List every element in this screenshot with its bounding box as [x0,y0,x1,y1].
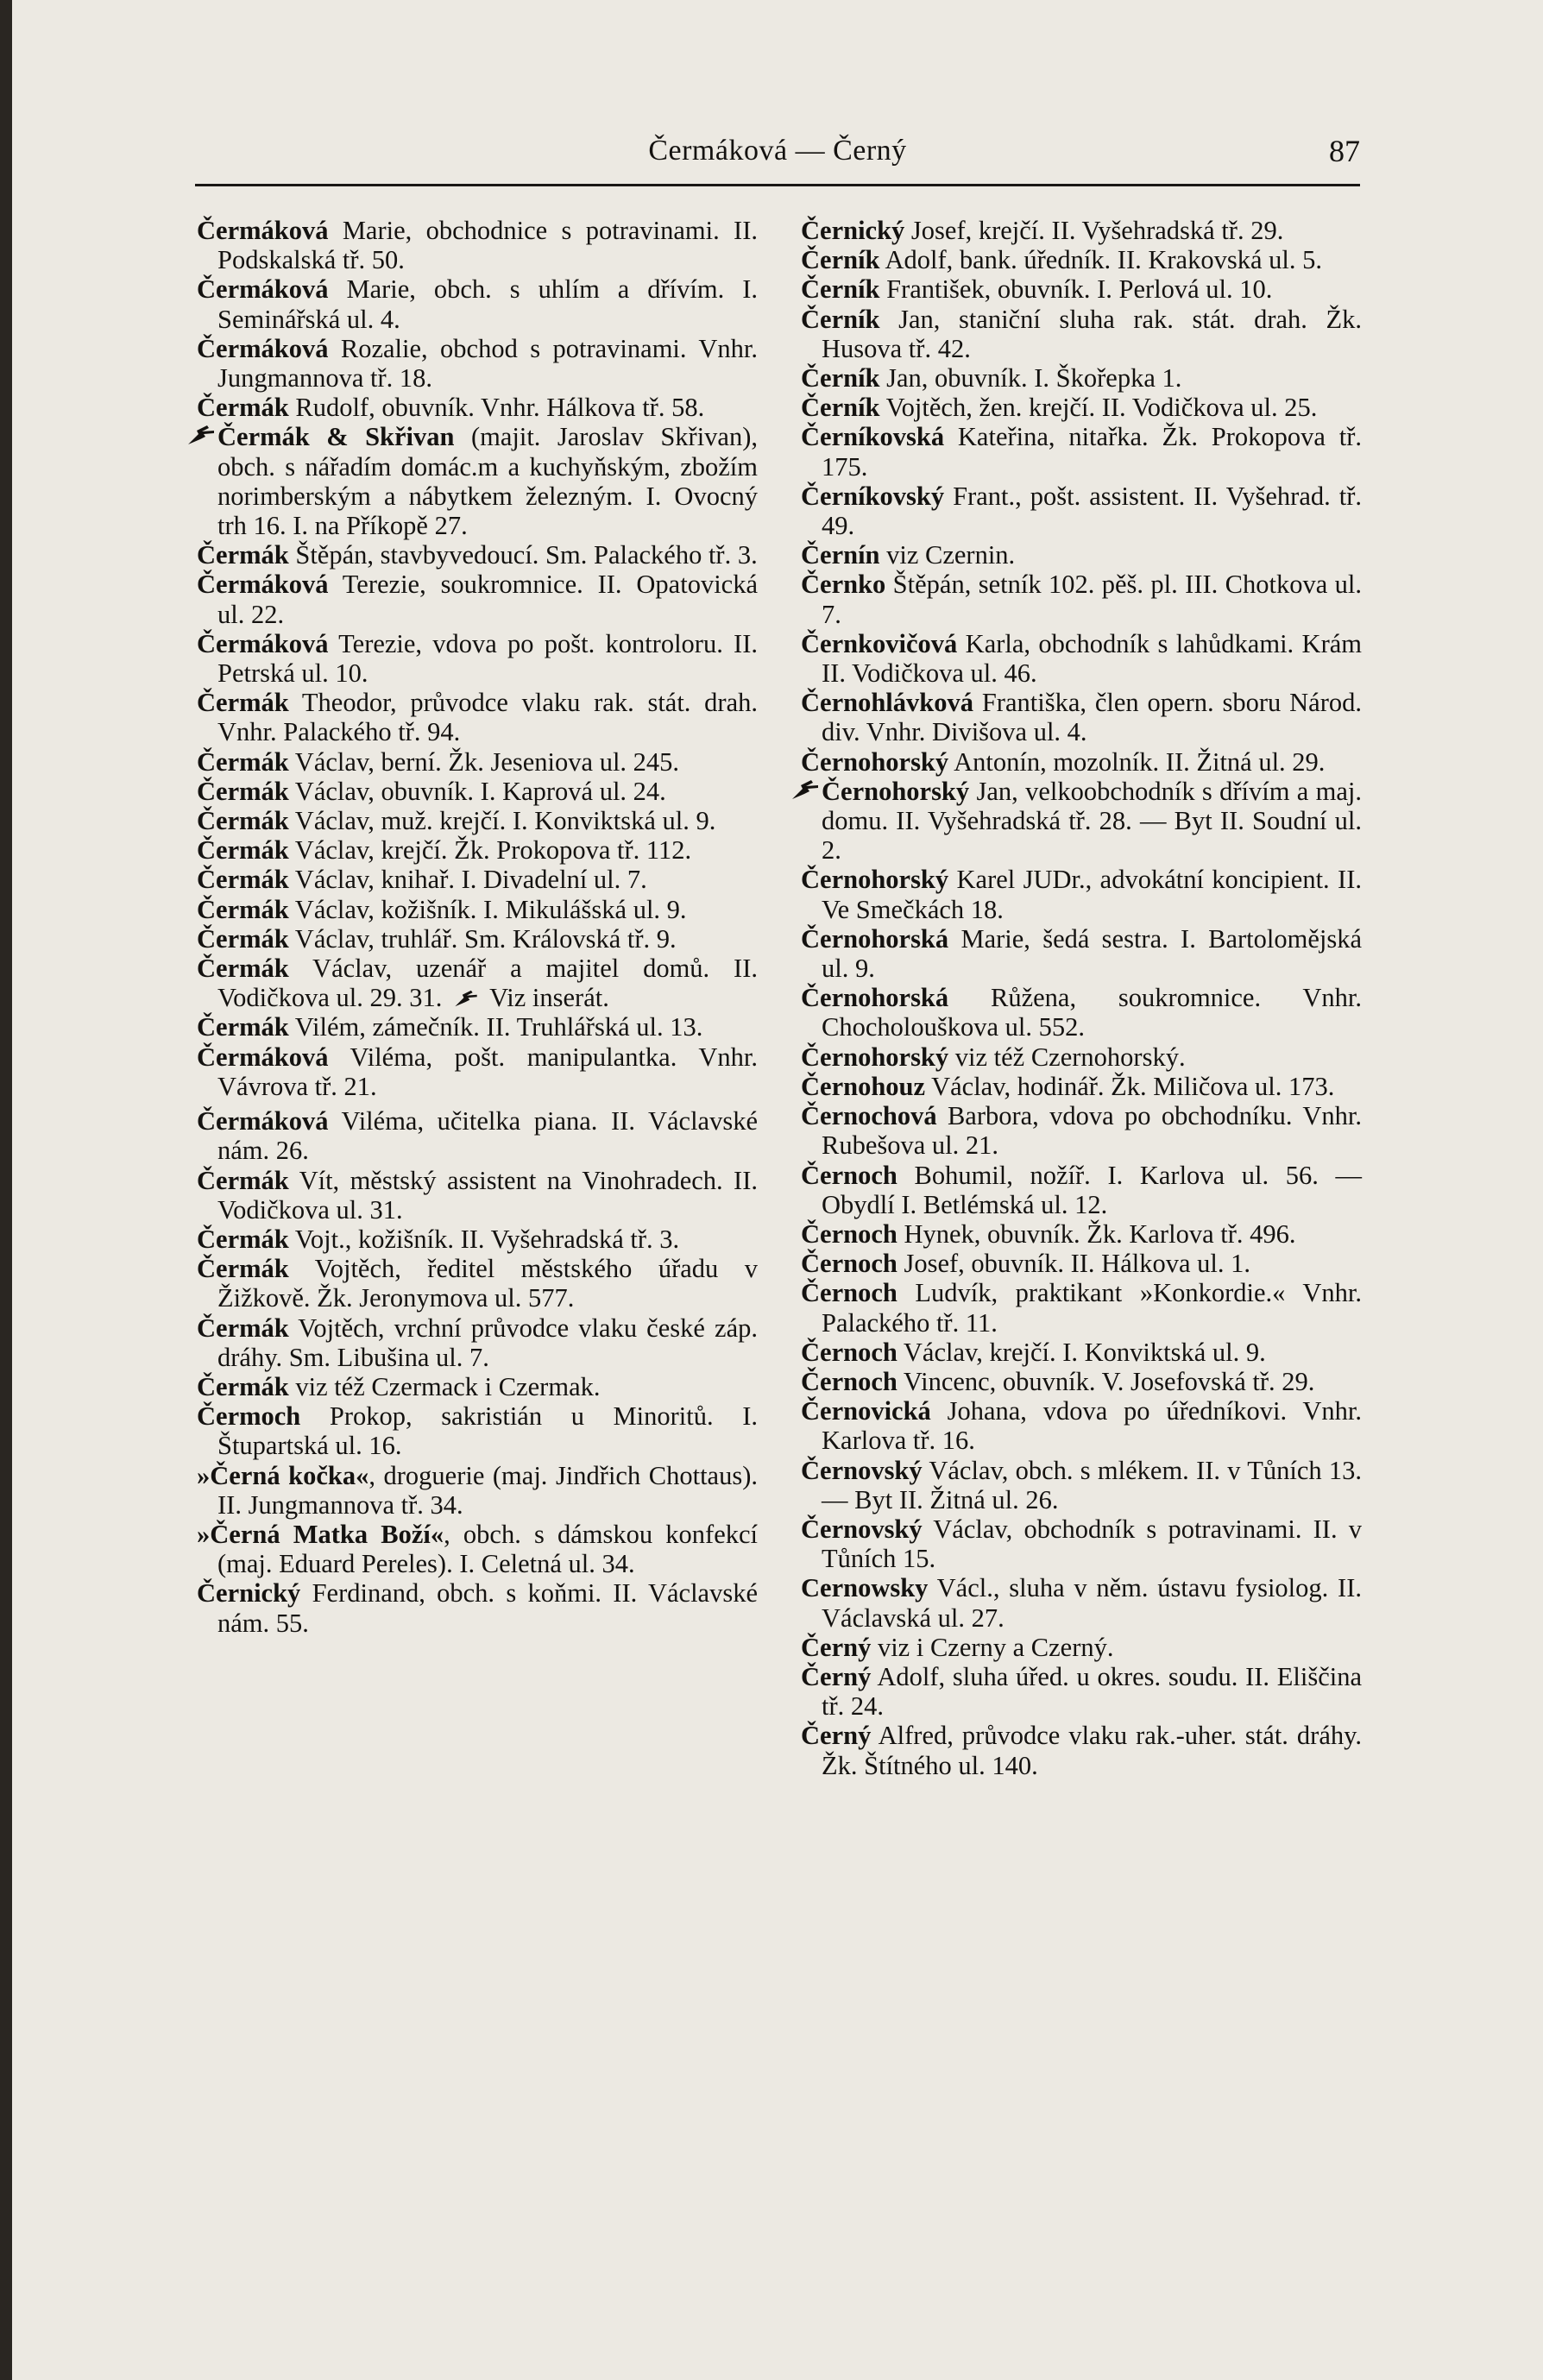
entry-details: Rudolf, obuvník. Vnhr. Hálkova tř. 58. [288,393,705,423]
entry-name: Černíkovský [801,481,945,511]
entry-name: Černíkovská [801,422,945,452]
directory-entry [197,1012,758,1042]
directory-entry [197,895,758,924]
entry-name: Černohlávková [801,688,973,718]
entry-name: Černický [197,1578,301,1609]
entry-name: »Černá kočka« [197,1460,369,1490]
directory-entry [801,1278,1362,1337]
entry-name: Čermák [197,954,289,984]
directory-entry [801,865,1362,923]
directory-entry [197,216,758,274]
directory-entry [801,363,1362,393]
directory-entry [801,570,1362,628]
directory-entry [801,1042,1362,1072]
entry-name: Černík [801,363,880,394]
entry-name: Černovická [801,1396,931,1426]
entry-details: Růžena, soukromnice. Vnhr. Chocholouškova ul. 552. [822,983,1362,1042]
entry-name: Čermáková [197,333,329,363]
directory-entry [197,393,758,422]
entry-details: viz též Czermack i Czermak. [288,1371,601,1401]
entry-details: Bohumil, nožíř. I. Karlova ul. 56. — Obydlí I. Betlémská ul. 12. [822,1160,1362,1219]
entry-name: Čermák [197,923,289,954]
directory-entry [197,806,758,835]
directory-entry [801,1456,1362,1514]
entry-name: Černohorská [801,923,949,954]
entry-details: Ludvík, praktikant »Konkordie.« Vnhr. Palackého tř. 11. [822,1278,1362,1338]
entry-name: Černý [801,1632,872,1662]
entry-name: Černohorský [801,865,949,895]
entry-name: Černík [801,274,880,305]
directory-entry [197,629,758,688]
directory-entry [801,393,1362,422]
entry-name: Čermák [197,1254,289,1284]
entry-details: Josef, krejčí. II. Vyšehradská tř. 29. [904,216,1284,245]
entry-details: Václav, obuvník. I. Kaprová ul. 24. [288,776,666,806]
directory-entry [197,334,758,393]
directory-entry [801,1633,1362,1662]
directory-entry [197,924,758,954]
directory-entry [197,1313,758,1372]
entry-name: Černík [801,393,880,423]
directory-entry [197,1520,758,1578]
entry-name: Černoch [801,1249,897,1279]
entry-details: Theodor, průvodce vlaku rak. stát. drah. Vnhr. Palackého tř. 94. [217,688,758,747]
entry-name: Čermák [197,776,289,806]
directory-entry [197,1401,758,1460]
entry-details: (majit. Jaroslav Skřivan), obch. s nářadím domác.m a kuchyňským, zbožím norimberským a nábytkem železným. I. Ovocný trh 16. I. na Příkopě 27. [217,422,758,541]
directory-entry [801,924,1362,983]
entry-details: Vojt., kožišník. II. Vyšehradská tř. 3. [288,1224,680,1254]
left-column [197,216,758,1638]
header-rule [195,184,1360,186]
entry-details: , droguerie (maj. Jindřich Chottaus). II. Jungmannova tř. 34. [217,1460,758,1520]
entry-name: Čermoch [197,1401,301,1432]
directory-entry [801,1514,1362,1573]
entry-name: Černovský [801,1455,923,1485]
entry-name: Čermák [197,806,289,836]
entry-details: Václ., sluha v něm. ústavu fysiolog. II. Václavská ul. 27. [822,1573,1362,1633]
entry-details: viz i Czerny a Czerný. [871,1632,1114,1662]
entry-details: Frant., pošt. assistent. II. Vyšehrad. tř. 49. [822,481,1362,541]
entry-name: Čermák [197,1012,289,1042]
entry-details: Rozalie, obchod s potravinami. Vnhr. Jungmannova tř. 18. [217,333,758,394]
entry-details: Václav, kožišník. I. Mikulášská ul. 9. [288,894,687,924]
entry-name: Černoch [801,1218,897,1249]
directory-entry [197,835,758,865]
directory-entry [801,1721,1362,1779]
entry-name: Černík [801,245,880,275]
directory-entry [801,1249,1362,1278]
entry-name: »Černá Matka Boží« [197,1519,444,1549]
entry-name: Čermáková [197,570,329,600]
page-header [195,129,1360,181]
directory-entry [801,629,1362,688]
entry-details: Prokop, sakristián u Minoritů. I. Štupartská ul. 16. [217,1401,758,1461]
entry-name: Čermák [197,1165,289,1195]
directory-entry [801,1396,1362,1455]
entry-name: Černohorský [801,746,949,777]
entry-details: Karla, obchodník s lahůdkami. Krám II. Vodičkova ul. 46. [822,628,1362,689]
pointing-hand-icon [449,989,483,1008]
entry-details: Ferdinand, obch. s koňmi. II. Václavské nám. 55. [217,1578,758,1638]
entry-details: Štěpán, stavbyvedoucí. Sm. Palackého tř. 3. [288,540,758,570]
entry-details: Jan, staniční sluha rak. stát. drah. Žk. Husova tř. 42. [822,304,1362,363]
entry-name: Černoch [801,1278,897,1308]
entry-name: Čermáková [197,216,329,245]
right-column [801,216,1362,1780]
directory-entry [197,570,758,628]
entry-details: Václav, hodinář. Žk. Miličova ul. 173. [925,1071,1335,1101]
entry-name: Čermák [197,1371,289,1401]
entry-details: Vít, městský assistent na Vinohradech. II. Vodičkova ul. 31. [217,1165,758,1225]
directory-entry [801,747,1362,777]
entry-details: Johana, vdova po úředníkovi. Vnhr. Karlova tř. 16. [822,1396,1362,1456]
entry-details: Vincenc, obuvník. V. Josefovská tř. 29. [897,1366,1315,1396]
entry-name: Čermák [197,894,289,924]
entry-name: Čermák [197,688,289,718]
entry-details: Viléma, učitelka piana. II. Václavské nám. 26. [217,1106,758,1166]
entry-details: Václav, krejčí. I. Konviktská ul. 9. [897,1337,1266,1367]
entry-name: Čermák [197,746,289,777]
entry-details: Václav, muž. krejčí. I. Konviktská ul. 9. [288,806,716,836]
directory-entry [197,1225,758,1254]
entry-name: Čermák & Skřivan [217,422,455,452]
directory-entry [197,1106,758,1165]
entry-name: Černohorský [822,776,970,806]
entry-details: Kateřina, nitařka. Žk. Prokopova tř. 175. [822,422,1362,482]
entry-details: Vojtěch, vrchní průvodce vlaku české záp. dráhy. Sm. Libušina ul. 7. [217,1313,758,1372]
pointing-hand-icon [790,778,820,801]
directory-entry [801,482,1362,540]
pointing-hand-icon [186,424,216,446]
entry-name: Černoch [801,1160,897,1190]
running-head: Čermáková — Černý [648,135,907,167]
entry-details: Karel JUDr., advokátní koncipient. II. Ve Smečkách 18. [822,865,1362,924]
directory-entry [801,274,1362,304]
directory-entry [197,1461,758,1520]
directory-entry [197,1042,758,1101]
entry-details: Václav, krejčí. Žk. Prokopova tř. 112. [288,835,692,866]
directory-entry [197,540,758,570]
directory-entry [197,422,758,540]
entry-details: Hynek, obuvník. Žk. Karlova tř. 496. [897,1218,1296,1249]
directory-entry [801,1161,1362,1219]
entry-name: Černoch [801,1337,897,1367]
directory-entry [197,1254,758,1313]
entry-name: Čermák [197,1313,289,1343]
entry-name: Černohorská [801,983,949,1013]
entry-details: Václav, berní. Žk. Jeseniova ul. 245. [288,746,680,777]
entry-name: Černín [801,540,880,570]
entry-details: viz Czernin. [879,540,1016,570]
directory-entry [801,1101,1362,1160]
entry-details: Václav, obchodník s potravinami. II. v Tůních 15. [822,1514,1362,1574]
entry-details: Adolf, sluha úřed. u okres. soudu. II. Eliščina tř. 24. [822,1661,1362,1722]
entry-details: Jan, obuvník. I. Škořepka 1. [879,363,1182,394]
entry-name: Čermáková [197,1042,329,1072]
entry-details: Josef, obuvník. II. Hálkova ul. 1. [897,1249,1250,1279]
entry-name: Černý [801,1661,872,1691]
entry-name: Čermák [197,540,289,570]
entry-details: Jan, velkoobchodník s dřívím a maj. domu. II. Vyšehradská tř. 28. — Byt II. Soudní ul. 2. [822,776,1362,866]
directory-entry [801,1219,1362,1249]
entry-details: Vilém, zámečník. II. Truhlářská ul. 13. [288,1012,703,1042]
entry-details: Václav, uzenář a majitel domů. II. Vodičkova ul. 29. 31. [217,954,758,1013]
entry-name: Černoch [801,1366,897,1396]
directory-entry [801,1662,1362,1721]
entry-details: Barbora, vdova po obchodníku. Vnhr. Rubešova ul. 21. [822,1101,1362,1161]
entry-details: Vojtěch, žen. krejčí. II. Vodičkova ul. 25. [879,393,1318,423]
directory-entry [801,1338,1362,1367]
directory-entry [801,777,1362,866]
directory-entry [801,245,1362,274]
entry-name: Černohouz [801,1071,926,1101]
entry-details: Viléma, pošt. manipulantka. Vnhr. Vávrova tř. 21. [217,1042,758,1101]
entry-details: Marie, šedá sestra. I. Bartolomějská ul. 9. [822,923,1362,984]
directory-entry [197,1578,758,1637]
directory-entry [801,983,1362,1042]
directory-entry [801,422,1362,481]
directory-entry [801,540,1362,570]
entry-name: Černík [801,304,880,334]
entry-name: Čermák [197,393,289,423]
entry-name: Černický [801,216,905,245]
entry-details: Terezie, soukromnice. II. Opatovická ul. 22. [217,570,758,629]
entry-details: Vojtěch, ředitel městského úřadu v Žižkově. Žk. Jeronymova ul. 577. [217,1254,758,1313]
directory-entry [197,747,758,777]
entry-details: Marie, obchodnice s potravinami. II. Podskalská tř. 50. [217,216,758,275]
entry-details: Václav, obch. s mlékem. II. v Tůních 13. — Byt II. Žitná ul. 26. [822,1455,1362,1514]
entry-name: Čermák [197,1224,289,1254]
entry-name: Černkovičová [801,628,958,658]
directory-entry [197,274,758,333]
page-edge-shadow [0,0,12,2380]
directory-entry [197,688,758,746]
entry-name: Černko [801,570,886,600]
entry-name: Černohorský [801,1042,949,1072]
entry-name: Černochová [801,1101,937,1131]
directory-entry [801,216,1362,245]
directory-entry [197,954,758,1012]
entry-name: Černovský [801,1514,923,1544]
entry-name: Čermáková [197,1106,329,1136]
directory-entry [197,1166,758,1225]
entry-name: Čermáková [197,628,329,658]
entry-reference: Viz inserát. [483,983,609,1013]
entry-details: Václav, truhlář. Sm. Královská tř. 9. [288,923,677,954]
directory-entry [801,305,1362,363]
entry-details: Františka, člen opern. sboru Národ. div. Vnhr. Divišova ul. 4. [822,688,1362,747]
entry-details: František, obuvník. I. Perlová ul. 10. [879,274,1273,305]
entry-name: Černý [801,1721,872,1751]
directory-entry [801,1573,1362,1632]
entry-name: Čermáková [197,274,329,305]
entry-details: viz též Czernohorský. [948,1042,1186,1072]
entry-details: Antonín, mozolník. II. Žitná ul. 29. [948,746,1326,777]
entry-name: Čermák [197,865,289,895]
entry-details: Marie, obch. s uhlím a dřívím. I. Seminářská ul. 4. [217,274,758,334]
entry-details: Terezie, vdova po pošt. kontroloru. II. Petrská ul. 10. [217,628,758,689]
directory-entry [197,777,758,806]
entry-name: Cernowsky [801,1573,929,1603]
directory-entry [801,1072,1362,1101]
directory-entry [197,865,758,894]
entry-details: Alfred, průvodce vlaku rak.-uher. stát. dráhy. Žk. Štítného ul. 140. [822,1721,1362,1780]
entry-details: , obch. s dámskou konfekcí (maj. Eduard Pereles). I. Celetná ul. 34. [217,1519,758,1579]
entry-details: Adolf, bank. úředník. II. Krakovská ul. 5. [879,245,1322,275]
entry-details: Štěpán, setník 102. pěš. pl. III. Chotkova ul. 7. [822,570,1362,629]
directory-entry [197,1372,758,1401]
page-number: 87 [1329,134,1360,168]
directory-entry [801,1367,1362,1396]
entry-name: Čermák [197,835,289,866]
directory-entry [801,688,1362,746]
entry-details: Václav, knihař. I. Divadelní ul. 7. [288,865,647,895]
